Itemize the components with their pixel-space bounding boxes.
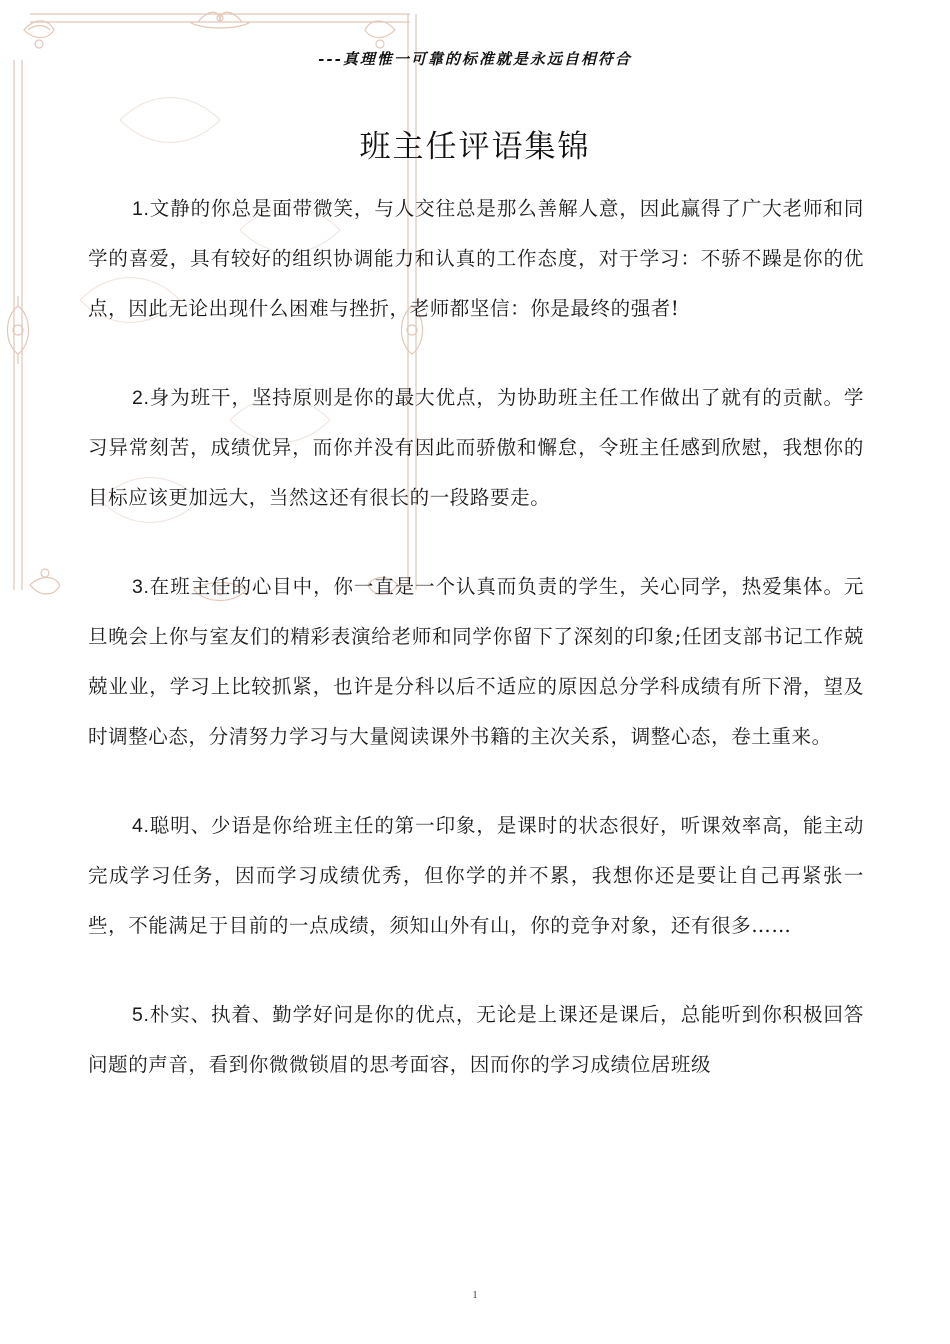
paragraph-number: 3. — [132, 576, 150, 598]
paragraph-number: 5. — [132, 1004, 150, 1026]
paragraph-text: 身为班干，坚持原则是你的最大优点，为协助班主任工作做出了就有的贡献。学习异常刻苦，成绩优异，而你并没有因此而骄傲和懈怠，令班主任感到欣慰，我想你的目标应该更加远大，当然这还有很长的一段路要走。 — [88, 386, 864, 509]
header-motto: ---真理惟一可靠的标准就是永远自相符合 — [318, 50, 632, 68]
document-title: 班主任评语集锦 — [359, 128, 591, 165]
page-number: 1 — [472, 1290, 478, 1301]
paragraph-number: 2. — [132, 387, 150, 409]
comment-paragraph-5 — [88, 990, 864, 1090]
paragraph-number: 1. — [132, 198, 150, 220]
paragraph-text: 文静的你总是面带微笑，与人交往总是那么善解人意，因此赢得了广大老师和同学的喜爱，具有较好的组织协调能力和认真的工作态度，对于学习：不骄不躁是你的优点，因此无论出现什么困难与挫折，老师都坚信：你是最终的强者! — [88, 197, 864, 320]
document-body — [88, 184, 864, 1129]
paragraph-text: 朴实、执着、勤学好问是你的优点，无论是上课还是课后，总能听到你积极回答问题的声音，看到你微微锁眉的思考面容，因而你的学习成绩位居班级 — [88, 1003, 864, 1076]
comment-paragraph-1 — [88, 184, 864, 334]
comment-paragraph-4 — [88, 801, 864, 951]
comment-paragraph-3 — [88, 562, 864, 762]
comment-paragraph-2 — [88, 373, 864, 523]
paragraph-text: 在班主任的心目中，你一直是一个认真而负责的学生，关心同学，热爱集体。元旦晚会上你与室友们的精彩表演给老师和同学你留下了深刻的印象;任团支部书记工作兢兢业业，学习上比较抓紧，也许是分科以后不适应的原因总分学科成绩有所下滑，望及时调整心态，分清努力学习与大量阅读课外书籍的主次关系，调整心态，卷土重来。 — [88, 575, 864, 748]
paragraph-text: 聪明、少语是你给班主任的第一印象，是课时的状态很好，听课效率高，能主动完成学习任务，因而学习成绩优秀，但你学的并不累，我想你还是要让自己再紧张一些，不能满足于目前的一点成绩，须知山外有山，你的竞争对象，还有很多…… — [88, 814, 864, 937]
paragraph-number: 4. — [132, 815, 150, 837]
